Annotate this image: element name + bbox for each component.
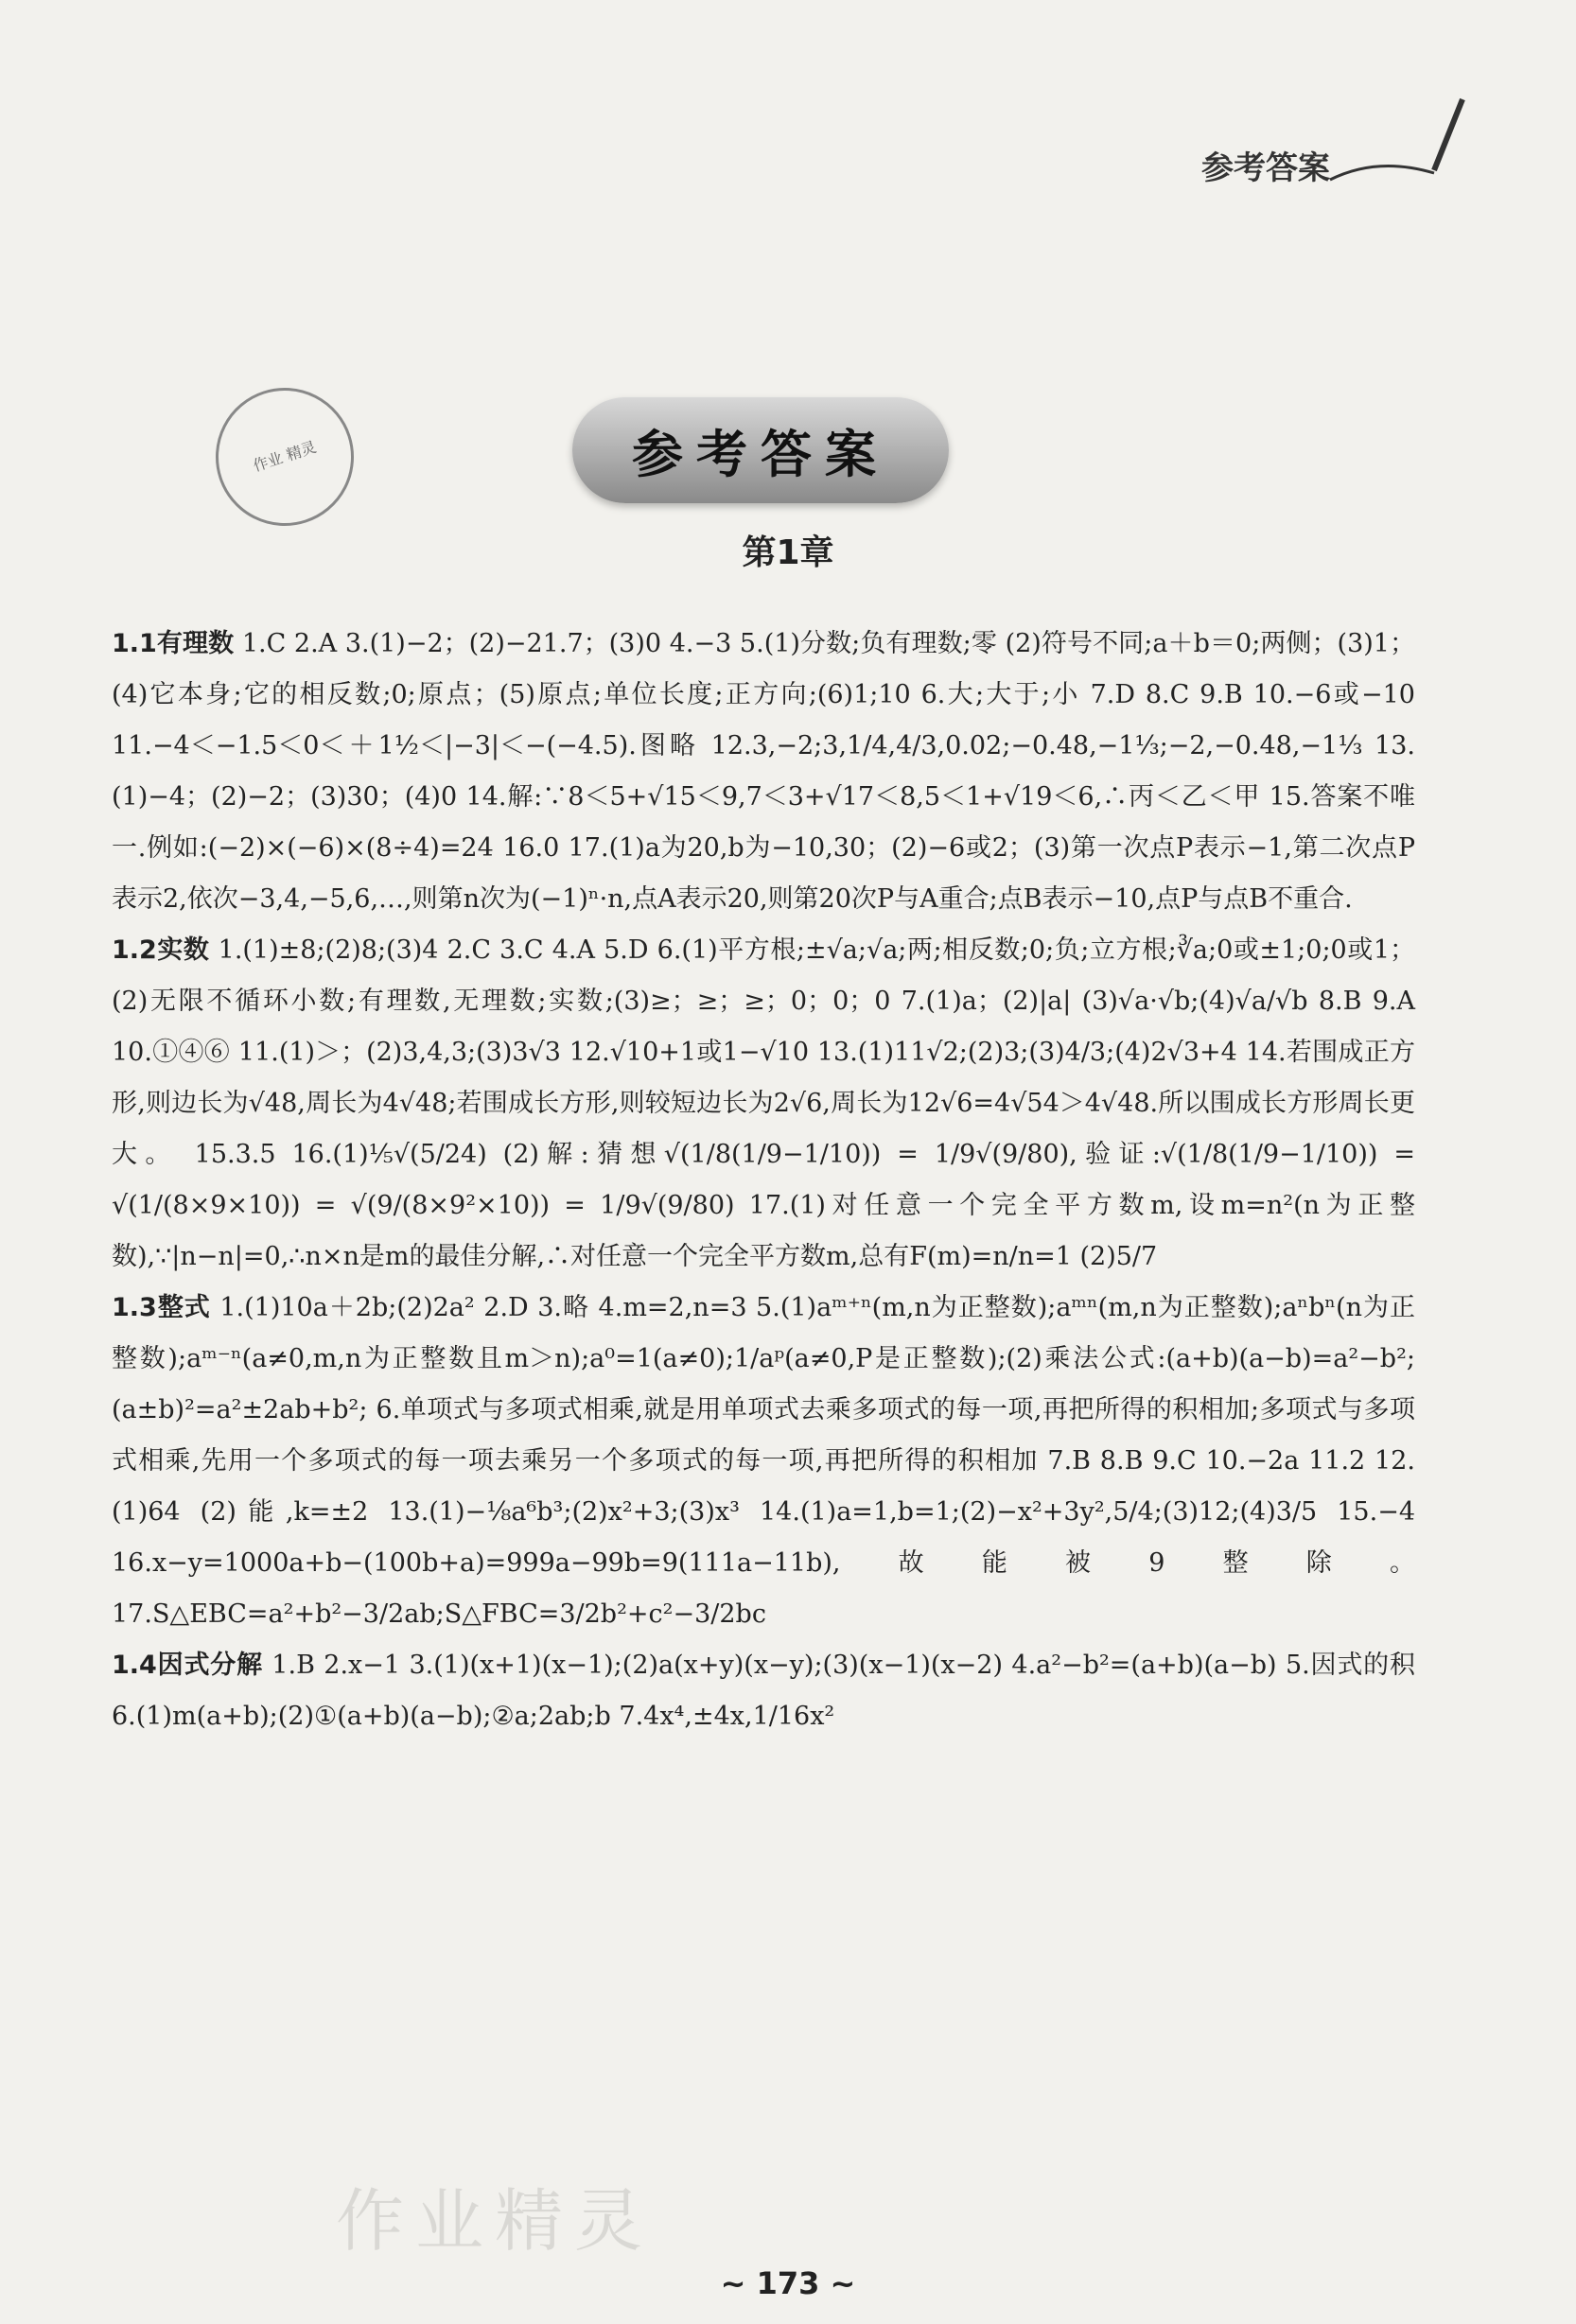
section-text: 1.C 2.A 3.(1)−2；(2)−21.7；(3)0 4.−3 5.(1)分数;负有理数;零 (2)符号不同;a＋b＝0;两侧；(3)1；(4)它本身;它的相反数;0;原点；(5)原点;单位长度;正方向;(6)1;10 6.大;大于;小 7.D 8.C 9.B 10.−6或−10 11.−4＜−1.5＜0＜＋1½＜|−3|＜−(−4.5).图略 12.3,−2;3,1/4,4/3,0.02;−0.48,−1⅓;−2,−0.48,−1⅓ 13.(1)−4；(2)−2；(3)30；(4)0 14.解:∵8＜5+√15＜9,7＜3+√17＜8,5＜1+√19＜6,∴丙＜乙＜甲 15.答案不唯一.例如:(−2)×(−6)×(8÷4)=24 16.0 17.(1)a为20,b为−10,30；(2)−6或2；(3)第一次点P表示−1,第二次点P表示2,依次−3,4,−5,6,…,则第n次为(−1)ⁿ·n,点A表示20,则第20次P与A重合;点B表示−10,点P与点B不重合.: [112, 629, 1415, 914]
title-banner: [572, 397, 949, 503]
section-label: 1.4因式分解: [112, 1651, 263, 1680]
watermark: 作业精灵: [336, 2181, 655, 2261]
section-paragraph: [112, 1283, 1415, 1640]
page-number: ~ 173 ~: [720, 2265, 856, 2301]
stamp-logo: 作业 精灵: [198, 370, 372, 544]
section-paragraph: [112, 1640, 1415, 1742]
header-tag: 参考答案: [1201, 149, 1330, 187]
chapter-heading: 第1章: [742, 533, 834, 572]
page-title: 参考答案: [632, 424, 889, 484]
section-paragraph: [112, 925, 1415, 1283]
section-label: 1.1有理数: [112, 629, 235, 658]
section-paragraph: [112, 619, 1415, 925]
pen-icon: [1321, 90, 1472, 194]
section-text: 1.(1)±8;(2)8;(3)4 2.C 3.C 4.A 5.D 6.(1)平方根;±√a;√a;两;相反数;0;负;立方根;∛a;0或±1;0;0或1；(2)无限不循环小数;有理数,无理数;实数;(3)≥；≥；≥；0；0；0 7.(1)a；(2)|a| (3)√a·√b;(4)√a/√b 8.B 9.A 10.①④⑥ 11.(1)＞；(2)3,4,3;(3)3√3 12.√10+1或1−√10 13.(1)11√2;(2)3;(3)4/3;(4)2√3+4 14.若围成正方形,则边长为√48,周长为4√48;若围成长方形,则较短边长为2√6,周长为12√6=4√54＞4√48.所以围成长方形周长更大。 15.3.5 16.(1)⅕√(5/24) (2)解:猜想√(1/8(1/9−1/10)) = 1/9√(9/80),验证:√(1/8(1/9−1/10)) = √(1/(8×9×10)) = √(9/(8×9²×10)) = 1/9√(9/80) 17.(1)对任意一个完全平方数m,设m=n²(n为正整数),∵|n−n|=0,∴n×n是m的最佳分解,∴对任意一个完全平方数m,总有F(m)=n/n=1 (2)5/7: [112, 935, 1415, 1271]
answer-content: [112, 619, 1415, 1742]
section-text: 1.(1)10a＋2b;(2)2a² 2.D 3.略 4.m=2,n=3 5.(1)aᵐ⁺ⁿ(m,n为正整数);aᵐⁿ(m,n为正整数);aⁿbⁿ(n为正整数);aᵐ⁻ⁿ(a≠0,m,n为正整数且m＞n);a⁰=1(a≠0);1/aᵖ(a≠0,P是正整数);(2)乘法公式:(a+b)(a−b)=a²−b²;(a±b)²=a²±2ab+b²; 6.单项式与多项式相乘,就是用单项式去乘多项式的每一项,再把所得的积相加;多项式与多项式相乘,先用一个多项式的每一项去乘另一个多项式的每一项,再把所得的积相加 7.B 8.B 9.C 10.−2a 11.2 12.(1)64 (2)能,k=±2 13.(1)−⅛a⁶b³;(2)x²+3;(3)x³ 14.(1)a=1,b=1;(2)−x²+3y²,5/4;(3)12;(4)3/5 15.−4 16.x−y=1000a+b−(100b+a)=999a−99b=9(111a−11b),故能被9整除。 17.S△EBC=a²+b²−3/2ab;S△FBC=3/2b²+c²−3/2bc: [112, 1293, 1415, 1629]
section-label: 1.2实数: [112, 935, 210, 965]
section-text: 1.B 2.x−1 3.(1)(x+1)(x−1);(2)a(x+y)(x−y);(3)(x−1)(x−2) 4.a²−b²=(a+b)(a−b) 5.因式的积 6.(1)m(a+b);(2)①(a+b)(a−b);②a;2ab;b 7.4x⁴,±4x,1/16x²: [112, 1651, 1415, 1731]
section-label: 1.3整式: [112, 1293, 211, 1322]
